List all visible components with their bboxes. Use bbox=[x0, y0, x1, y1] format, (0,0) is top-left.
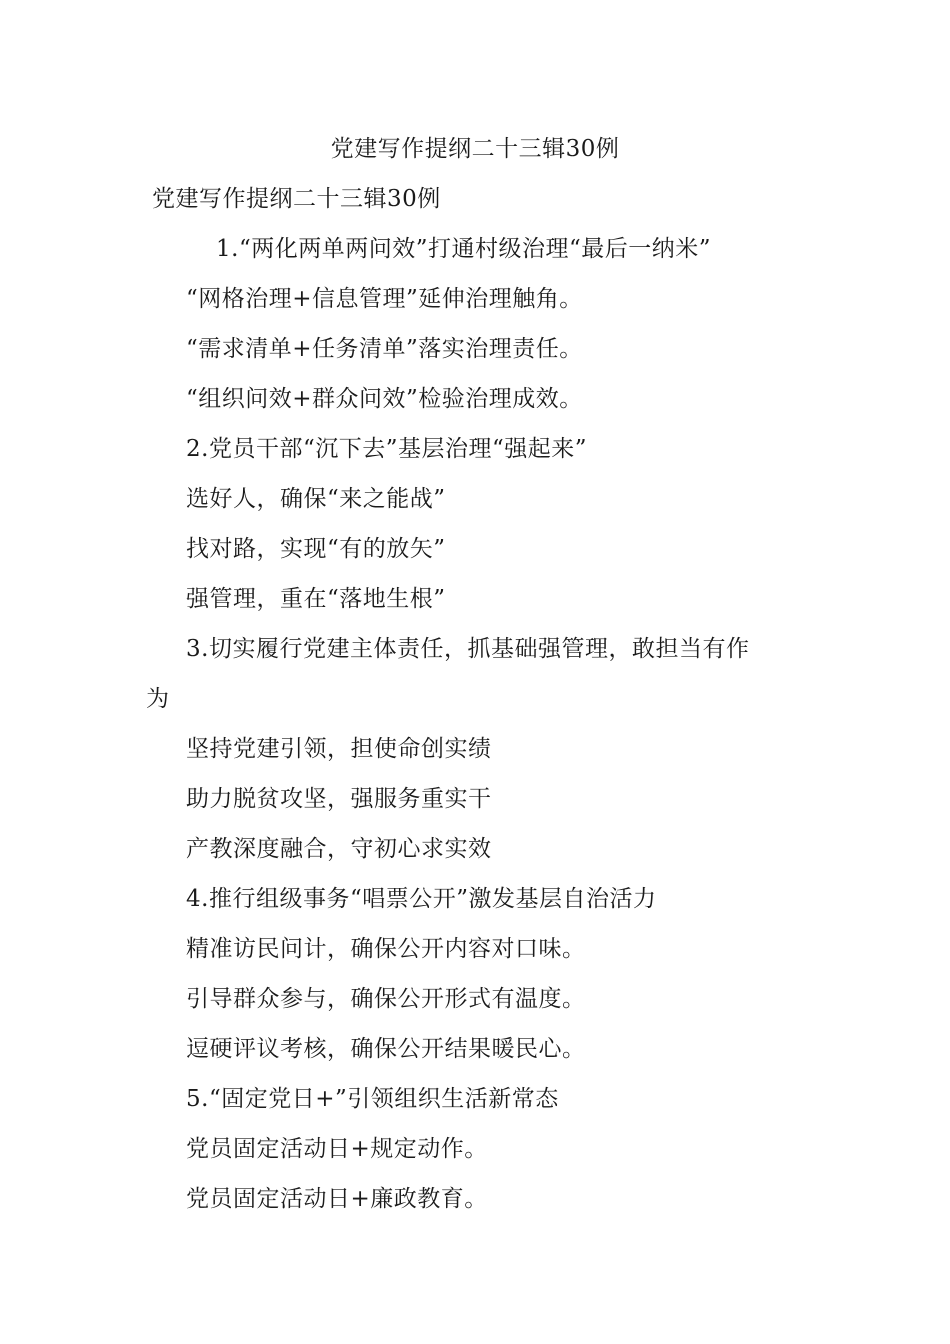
section-heading-5: 5.“固定党日+”引领组织生活新常态 bbox=[186, 1086, 559, 1112]
text-line: 选好人，确保“来之能战” bbox=[186, 486, 446, 512]
text-line: 产教深度融合，守初心求实效 bbox=[186, 836, 492, 862]
text-line: 党员固定活动日+廉政教育。 bbox=[186, 1186, 488, 1212]
section-heading-3: 3.切实履行党建主体责任，抓基础强管理，敢担当有作 bbox=[186, 636, 750, 662]
document-subtitle: 党建写作提纲二十三辑30例 bbox=[152, 186, 441, 212]
text-line: 引导群众参与，确保公开形式有温度。 bbox=[186, 986, 586, 1012]
text-line: 助力脱贫攻坚，强服务重实干 bbox=[186, 786, 492, 812]
text-line: 党员固定活动日+规定动作。 bbox=[186, 1136, 488, 1162]
text-line: “需求清单+任务清单”落实治理责任。 bbox=[186, 336, 583, 362]
text-line: 强管理，重在“落地生根” bbox=[186, 586, 446, 612]
text-line: 精准访民问计，确保公开内容对口味。 bbox=[186, 936, 586, 962]
text-line: “网格治理+信息管理”延伸治理触角。 bbox=[186, 286, 583, 312]
section-heading-1: 1.“两化两单两问效”打通村级治理“最后一纳米” bbox=[216, 236, 711, 262]
text-line: “组织问效+群众问效”检验治理成效。 bbox=[186, 386, 583, 412]
section-heading-4: 4.推行组级事务“唱票公开”激发基层自治活力 bbox=[186, 886, 657, 912]
section-heading-2: 2.党员干部“沉下去”基层治理“强起来” bbox=[186, 436, 587, 462]
document-title: 党建写作提纲二十三辑30例 bbox=[330, 136, 620, 162]
text-line: 逗硬评议考核，确保公开结果暖民心。 bbox=[186, 1036, 586, 1062]
section-heading-3-continued: 为 bbox=[146, 686, 170, 712]
text-line: 坚持党建引领，担使命创实绩 bbox=[186, 736, 492, 762]
text-line: 找对路，实现“有的放矢” bbox=[186, 536, 446, 562]
